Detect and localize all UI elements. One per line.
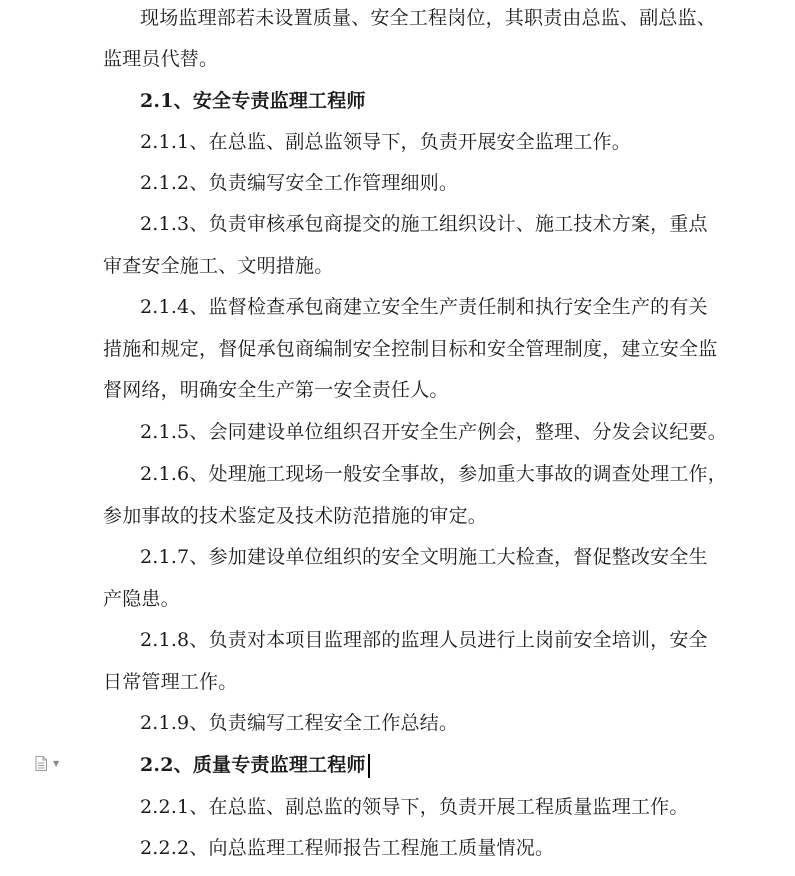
paragraph-line: 现场监理部若未设置质量、安全工程岗位，其职责由总监、副总监、 xyxy=(140,7,717,29)
list-item-2-1-6-cont: 参加事故的技术鉴定及技术防范措施的审定。 xyxy=(103,505,488,527)
section-heading-2-2[interactable] xyxy=(140,753,740,778)
list-item-2-1-7-cont: 产隐患。 xyxy=(103,588,180,610)
list-item-2-1-8: 2.1.8、负责对本项目监理部的监理人员进行上岗前安全培训，安全 xyxy=(140,629,708,651)
list-item-2-1-2: 2.1.2、负责编写安全工作管理细则。 xyxy=(140,172,459,194)
text-cursor xyxy=(368,754,370,778)
list-item-2-1-5: 2.1.5、会同建设单位组织召开安全生产例会，整理、分发会议纪要。 xyxy=(140,421,727,443)
list-item-2-2-2: 2.2.2、向总监理工程师报告工程施工质量情况。 xyxy=(140,837,555,859)
heading-text: 2.2、质量专责监理工程师 xyxy=(140,754,366,776)
list-item-2-1-8-cont: 日常管理工作。 xyxy=(103,671,238,693)
document-icon[interactable] xyxy=(35,756,47,771)
list-item-2-1-4-cont: 措施和规定，督促承包商编制安全控制目标和安全管理制度，建立安全监 xyxy=(103,338,718,360)
list-item-2-1-6: 2.1.6、处理施工现场一般安全事故，参加重大事故的调查处理工作， xyxy=(140,463,727,485)
chevron-down-icon[interactable]: ▼ xyxy=(53,759,60,768)
list-item-2-1-4: 2.1.4、监督检查承包商建立安全生产责任制和执行安全生产的有关 xyxy=(140,296,708,318)
list-item-2-1-7: 2.1.7、参加建设单位组织的安全文明施工大检查，督促整改安全生 xyxy=(140,546,708,568)
paragraph-line: 监理员代替。 xyxy=(103,48,219,70)
list-item-2-1-1: 2.1.1、在总监、副总监领导下，负责开展安全监理工作。 xyxy=(140,131,631,153)
section-heading-2-1: 2.1、安全专责监理工程师 xyxy=(140,90,366,112)
list-item-2-1-3-cont: 审查安全施工、文明措施。 xyxy=(103,255,334,277)
list-item-2-1-4-cont: 督网络，明确安全生产第一安全责任人。 xyxy=(103,379,449,401)
list-item-2-1-9: 2.1.9、负责编写工程安全工作总结。 xyxy=(140,712,459,734)
list-item-2-2-1: 2.2.1、在总监、副总监的领导下，负责开展工程质量监理工作。 xyxy=(140,796,689,818)
list-item-2-1-3: 2.1.3、负责审核承包商提交的施工组织设计、施工技术方案，重点 xyxy=(140,213,708,235)
